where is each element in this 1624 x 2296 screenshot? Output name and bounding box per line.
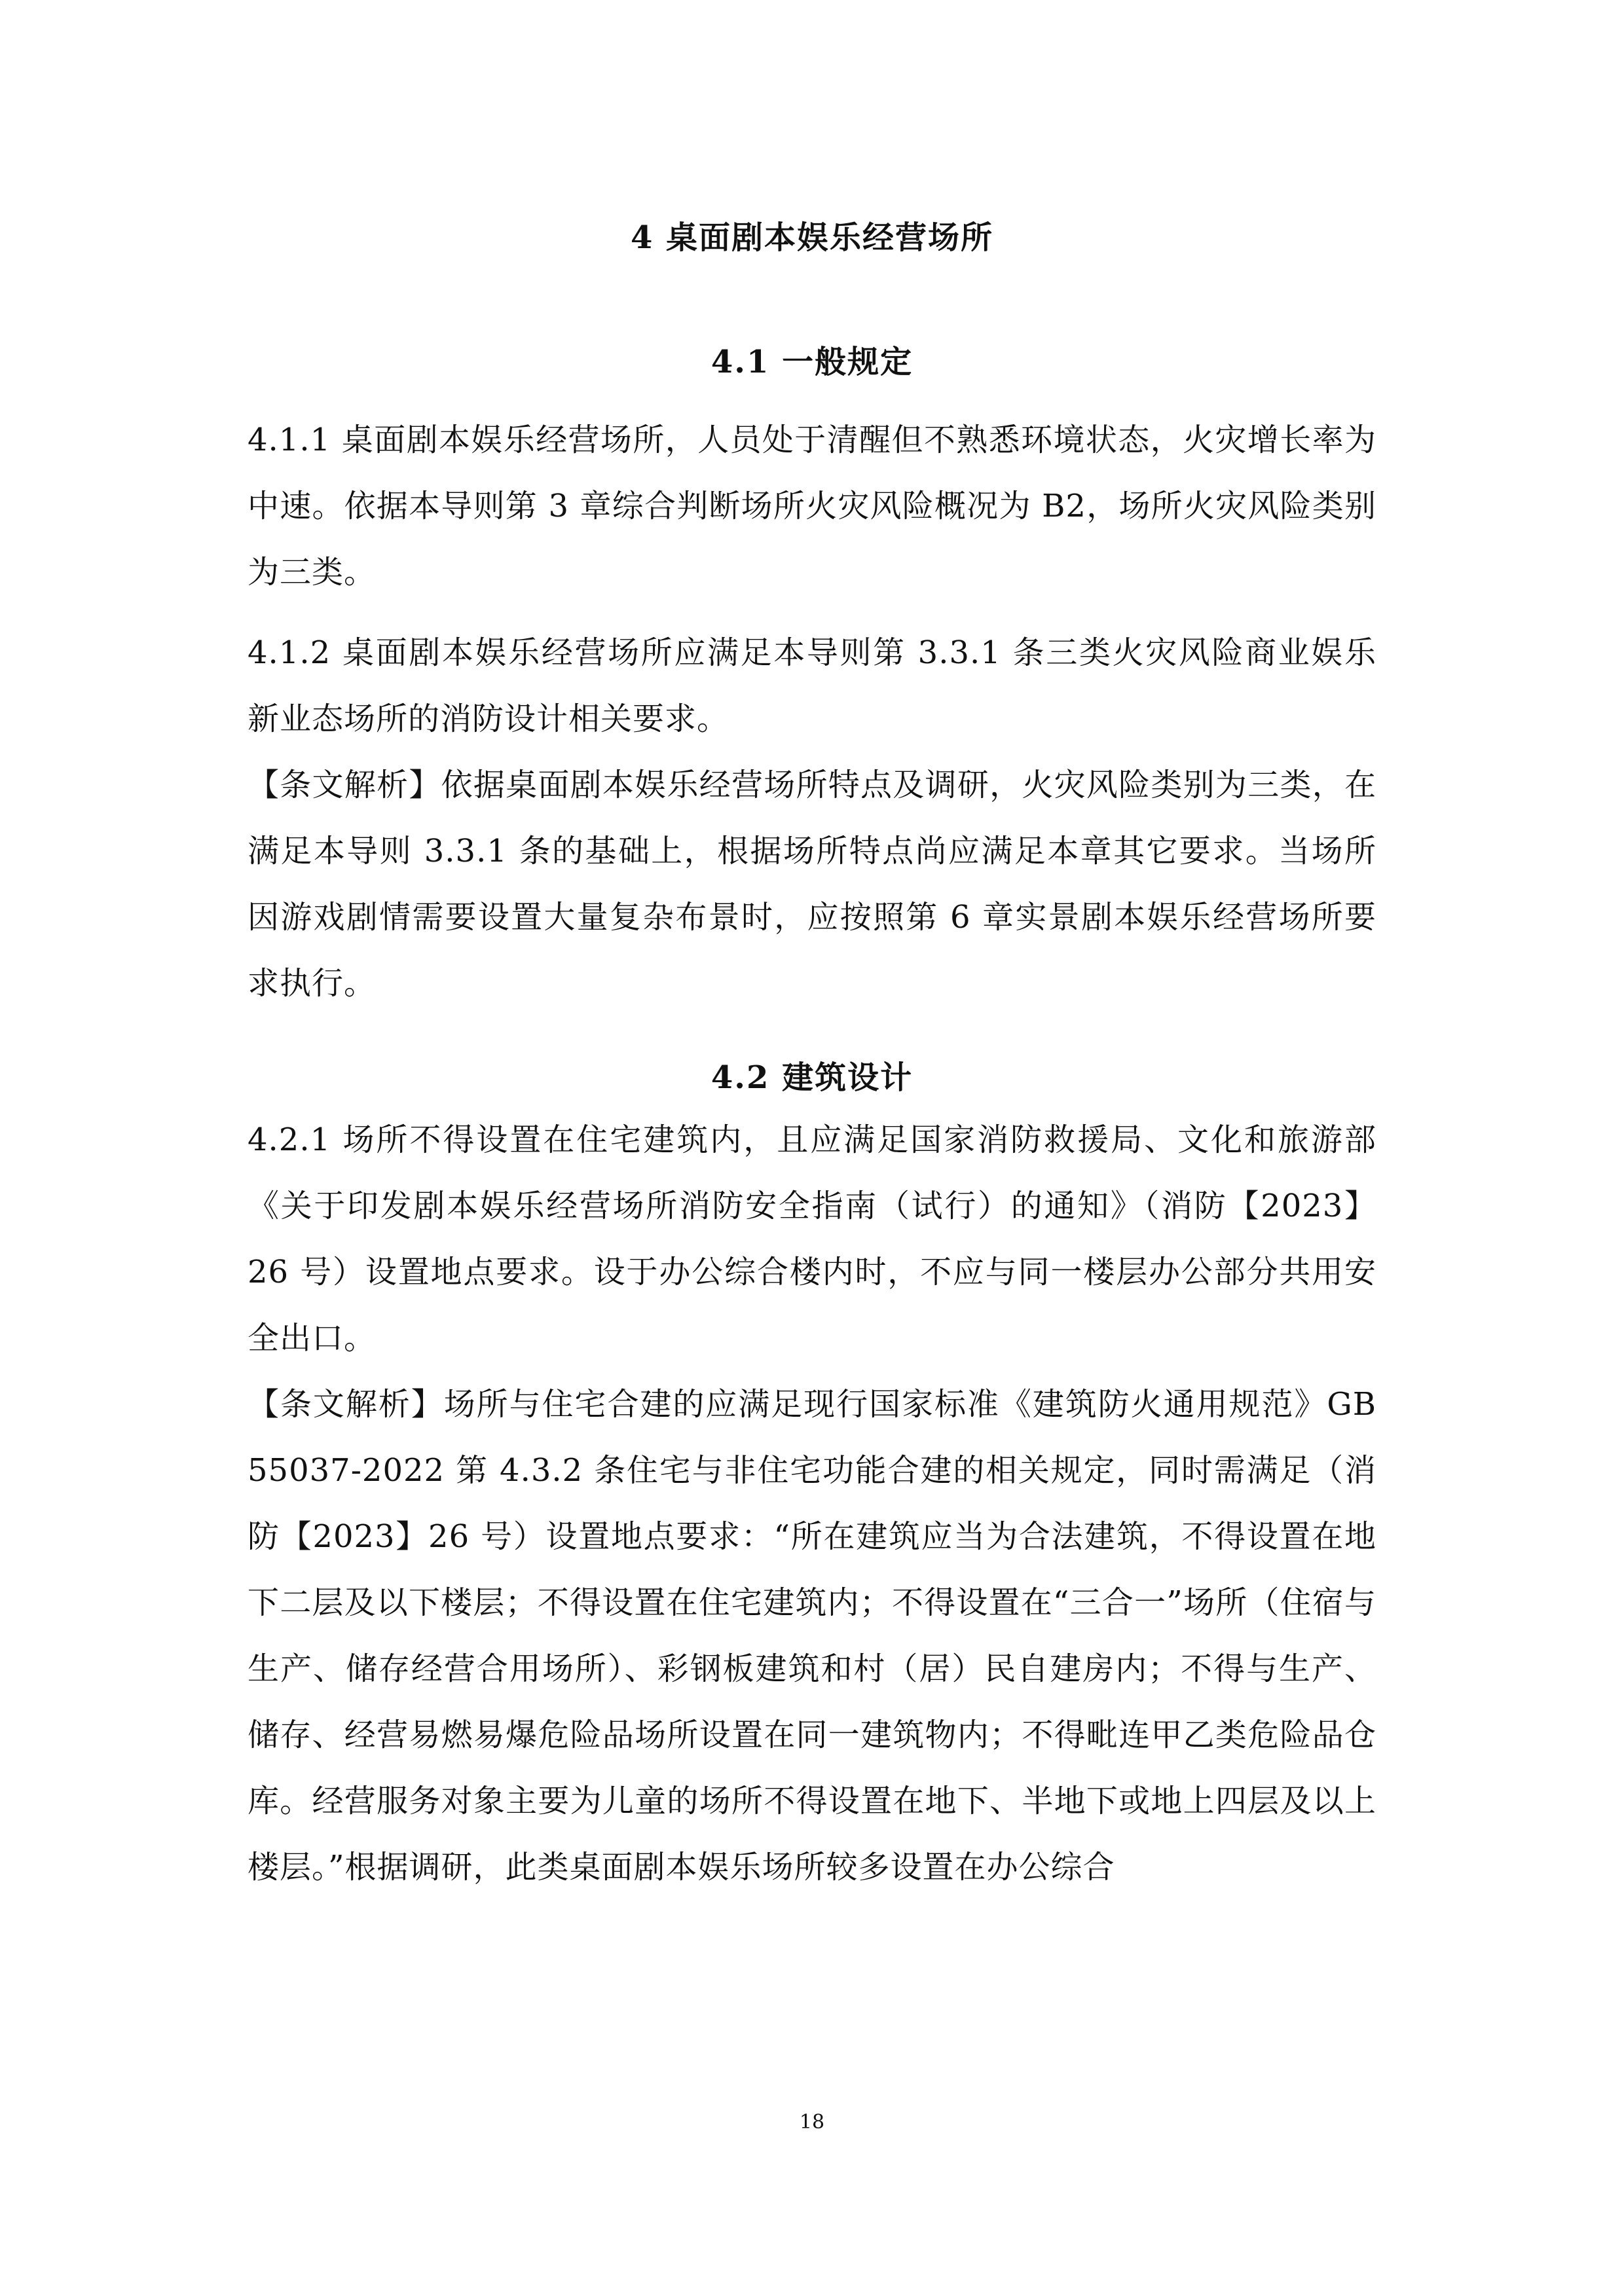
clause-analysis-4-1-2: 【条文解析】依据桌面剧本娱乐经营场所特点及调研，火灾风险类别为三类，在满足本导则 3.3.1 条的基础上，根据场所特点尚应满足本章其它要求。当场所因游戏剧情需要设置大量复杂布景时，应按照第 6 章实景剧本娱乐经营场所要求执行。 — [248, 767, 1376, 1002]
clause-4-1-2: 4.1.2 桌面剧本娱乐经营场所应满足本导则第 3.3.1 条三类火灾风险商业娱乐新业态场所的消防设计相关要求。 — [248, 634, 1376, 737]
section-4-1-title: 4.1 一般规定 — [710, 344, 913, 380]
page-number: 18 — [799, 2111, 825, 2134]
section-4-2-title: 4.2 建筑设计 — [710, 1059, 913, 1096]
page-content — [248, 208, 1376, 1901]
clause-analysis-4-2-1: 【条文解析】场所与住宅合建的应满足现行国家标准《建筑防火通用规范》GB 55037-2022 第 4.3.2 条住宅与非住宅功能合建的相关规定，同时需满足（消防【2023】26 号）设置地点要求：“所在建筑应当为合法建筑，不得设置在地下二层及以下楼层；不得设置在住宅建筑内；不得设置在“三合一”场所（住宿与生产、储存经营合用场所）、彩钢板建筑和村（居）民自建房内；不得与生产、储存、经营易燃易爆危险品场所设置在同一建筑物内；不得毗连甲乙类危险品仓库。经营服务对象主要为儿童的场所不得设置在地下、半地下或地上四层及以上楼层。”根据调研，此类桌面剧本娱乐场所较多设置在办公综合 — [248, 1386, 1376, 1886]
clause-4-2-1: 4.2.1 场所不得设置在住宅建筑内，且应满足国家消防救援局、文化和旅游部《关于印发剧本娱乐经营场所消防安全指南（试行）的通知》（消防【2023】26 号）设置地点要求。设于办公综合楼内时，不应与同一楼层办公部分共用安全出口。 — [248, 1121, 1376, 1357]
clause-4-1-1: 4.1.1 桌面剧本娱乐经营场所，人员处于清醒但不熟悉环境状态，火灾增长率为中速。依据本导则第 3 章综合判断场所火灾风险概况为 B2，场所火灾风险类别为三类。 — [248, 422, 1376, 591]
chapter-title: 4 桌面剧本娱乐经营场所 — [630, 219, 994, 256]
